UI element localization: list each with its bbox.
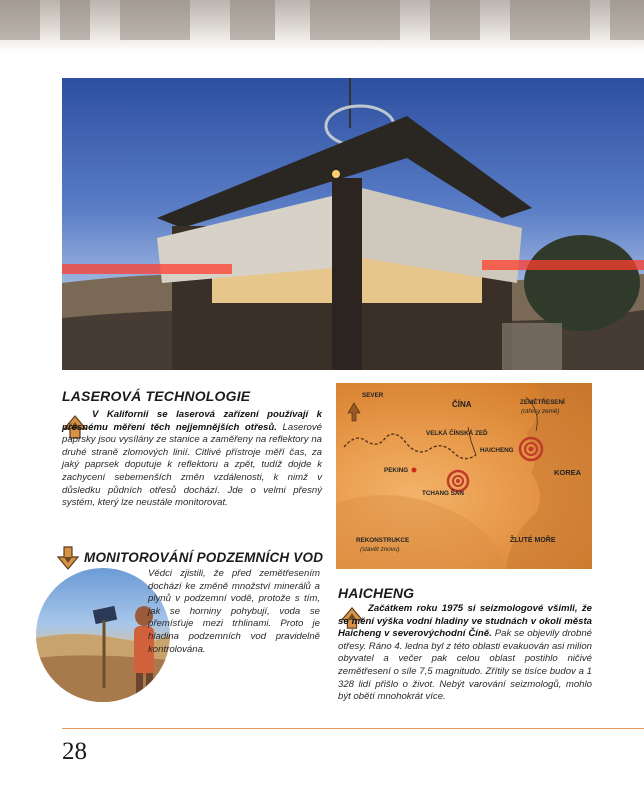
footer-divider [62,728,644,729]
groundwater-section-text: Vědci zjistili, že před zemětřesením dochází ke změně množství minerálů a plynů v podzemní vodě, protože s tím, jak se horniny pohybují, voda se přemísťuje mezi trhlinami. Proto je hladina podzemních vod pravidelně kontrolována. [148,568,320,655]
down-arrow-icon [57,545,79,571]
china-earthquake-map [336,383,592,569]
groundwater-section-title: MONITOROVÁNÍ PODZEMNÍCH VOD [84,550,324,565]
map-label-tangshan: TCHANG ŠAN [422,490,464,497]
laser-section-title: LASEROVÁ TECHNOLOGIE [62,388,251,404]
laser-section-text [62,409,322,510]
haicheng-section-text [338,603,592,704]
map-label-earthquake-note: (otřesy země) [521,408,560,415]
page-number: 28 [62,738,87,765]
map-label-north: SEVER [362,392,384,399]
top-banner-image [0,0,644,52]
haicheng-body-text: Pak se objevily drobné otřesy. Ráno 4. ledna byl z této oblasti evakuován asi milion obyvatel a večer pak celou oblast postihlo ničivé zemětřesení o síle 7,5 magnitudo. Zřítily se tisíce budov a 1 328 lidí přišlo o život. Nebýt varování seizmologů, mohlo být obětí mnohokrát více. [338,628,592,703]
map-label-china: ČÍNA [452,400,472,409]
map-label-korea: KOREA [554,468,582,477]
laser-body-text: Laserové paprsky jsou vysílány ze stanice a zaměřeny na reflektory na druhé straně zlomových linií. Citlivé přístroje měří čas, za jaký paprsek doputuje k reflektoru a zpět, tudíž dojde k zachycení sebemenších změn vzdálenosti, k nimž v důsledku půdních otřesů dochází. Jde o velmi přesný systém, který lze neustále monitorovat. [62,421,322,509]
laser-station-photo [62,78,644,370]
peking-dot [412,468,417,473]
map-label-earthquake: ZEMĚTŘESENÍ [520,399,565,406]
haicheng-section-title: HAICHENG [338,585,415,601]
map-label-wall: VELKÁ ČÍNSKÁ ZEĎ [426,430,488,437]
map-label-haicheng: HAICHENG [480,447,514,454]
map-label-peking: PEKING [384,467,409,474]
haicheng-lead-text: Začátkem roku 1975 si seizmologové všimli, že se mění výška vodní hladiny ve studnách v okolí města Haicheng v severovýchodní Číně. [338,603,592,640]
tangshan-earthquake-marker [448,471,468,491]
map-label-yellow-sea: ŽLUTÉ MOŘE [510,537,556,544]
laser-lead-text: V Kalifornii se laserová zařízení používají k přesnému měření těch nejjemnějších otřesů. [62,409,322,433]
map-label-reconstruction-note: (stavět znovu) [360,546,400,553]
map-label-reconstruction: REKONSTRUKCE [356,537,410,544]
